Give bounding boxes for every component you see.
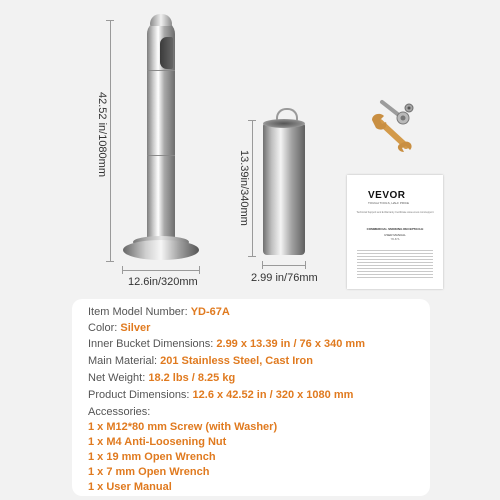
accessory-item: 1 x M12*80 mm Screw (with Washer) [88,421,278,433]
base-dimension-tick [122,266,123,274]
spec-row-color [88,322,150,335]
receptacle-base-image [123,240,199,260]
pole-seam [147,70,175,71]
base-dimension-line [122,270,200,271]
spec-row-product-dimensions [88,389,353,402]
inner-bucket-rim-image [263,119,305,128]
spec-value: 201 Stainless Steel, Cast Iron [160,355,313,367]
ash-slot-image [160,37,173,69]
wrench-icon [368,112,414,152]
manual-model: YD-67A [390,238,400,241]
manual-brand: VEVOR [368,190,406,201]
height-dimension-tick [106,20,114,21]
bucket-height-dimension-label: 13.39in/340mm [238,150,250,226]
receptacle-cap-image [150,14,172,26]
spec-label: Inner Bucket Dimensions: [88,338,217,350]
spec-label: Color: [88,322,121,334]
height-dimension-line [110,20,111,262]
spec-row-model [88,306,230,319]
spec-value: Silver [120,322,151,334]
bucket-height-tick [248,120,256,121]
bucket-diameter-dimension-label: 2.99 in/76mm [251,272,318,284]
spec-value: YD-67A [190,306,230,318]
manual-tagline: TOUGH TOOLS, HALF PRICE [368,201,410,205]
manual-title: COMMERCIAL SMOKING RECEPTACLE [366,227,424,231]
spec-row-weight [88,372,235,385]
spec-label: Net Weight: [88,372,149,384]
bucket-diameter-tick [262,261,263,269]
bucket-diameter-tick [305,261,306,269]
spec-label: Main Material: [88,355,161,367]
base-dimension-label: 12.6in/320mm [128,276,198,288]
user-manual-image [347,175,443,289]
spec-value: 12.6 x 42.52 in / 320 x 1080 mm [192,389,354,401]
accessories-heading: Accessories: [88,406,151,418]
inner-bucket-image [263,123,305,255]
manual-fine-print: Technical Support and E-Warranty Certificate www.vevor.com/support [356,211,434,214]
spec-row-bucket-dimensions [88,338,365,351]
manual-subtitle: USER MANUAL [384,233,406,237]
spec-label: Product Dimensions: [88,389,193,401]
bucket-diameter-dimension-line [262,265,306,266]
height-dimension-label: 42.52 in/1080mm [96,92,108,177]
bucket-height-dimension-line [252,120,253,257]
accessory-item: 1 x 7 mm Open Wrench [88,466,210,478]
spec-value: 18.2 lbs / 8.25 kg [148,372,236,384]
accessory-item: 1 x 19 mm Open Wrench [88,451,216,463]
specifications-card [72,299,430,496]
spec-row-material [88,355,313,368]
accessory-item: 1 x User Manual [88,481,172,493]
spec-value: 2.99 x 13.39 in / 76 x 340 mm [216,338,365,350]
spec-label: Item Model Number: [88,306,191,318]
pole-seam [147,155,175,156]
manual-text-lines [357,250,433,278]
height-dimension-tick [106,261,114,262]
accessory-item: 1 x M4 Anti-Loosening Nut [88,436,227,448]
bucket-height-tick [248,256,256,257]
base-dimension-tick [199,266,200,274]
